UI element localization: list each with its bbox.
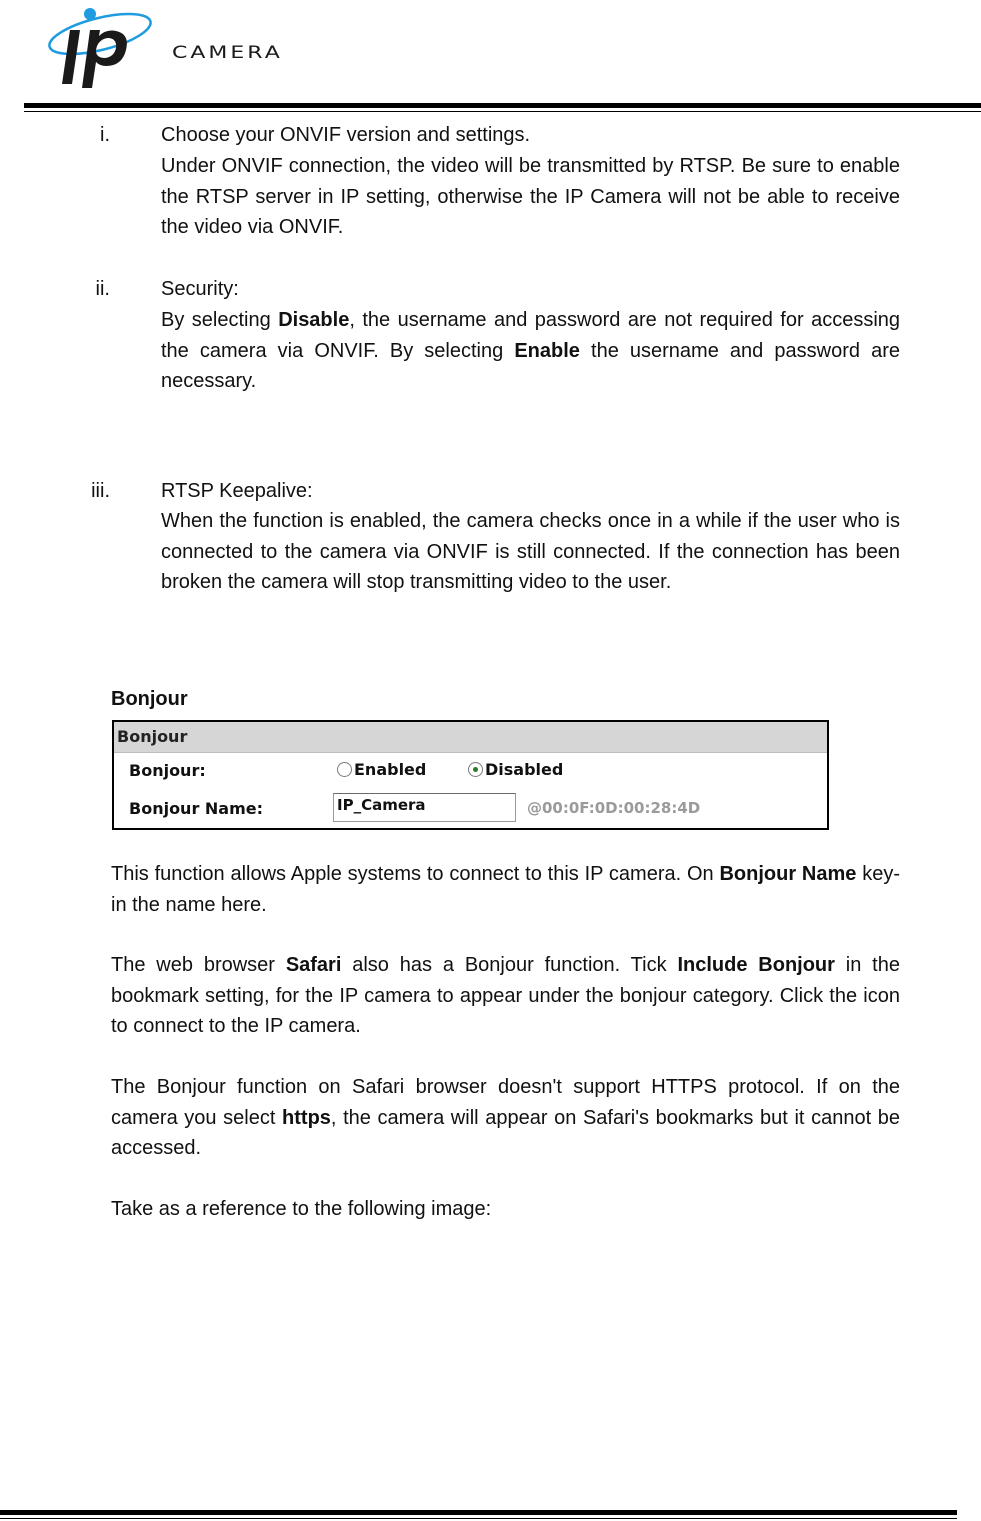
item-numeral-i: i. bbox=[100, 124, 110, 146]
para-safari-bonjour: The web browser Safari also has a Bonjour function. Tick Include Bonjour in the bookmark setting, for the IP camera to appear under the bonjour category. Click the icon to connect to the IP camera. bbox=[111, 954, 900, 1037]
header-rule-thick bbox=[24, 103, 981, 108]
item-body-onvif-version: Under ONVIF connection, the video will be transmitted by RTSP. Be sure to enable the RTSP server in IP setting, otherwise the IP Camera will not be able to receive the video via ONVIF. bbox=[161, 155, 900, 238]
ip-logo-mark bbox=[44, 0, 174, 92]
item-title-rtsp-keepalive: RTSP Keepalive: bbox=[161, 480, 313, 502]
item-body-security: By selecting Disable, the username and password are not required for accessing the camera via ONVIF. By selecting Enable the username and password are necessary. bbox=[161, 309, 901, 392]
radio-disabled-option[interactable] bbox=[468, 760, 563, 779]
section-heading-bonjour: Bonjour bbox=[111, 688, 188, 710]
item-title-security: Security: bbox=[161, 278, 239, 300]
radio-enabled[interactable] bbox=[337, 762, 352, 777]
item-numeral-ii: ii. bbox=[95, 278, 110, 300]
header-rule-thin bbox=[24, 111, 981, 112]
bonjour-name-input[interactable]: IP_Camera bbox=[333, 793, 516, 822]
bonjour-name-label: Bonjour Name: bbox=[129, 799, 264, 818]
radio-disabled[interactable] bbox=[468, 762, 483, 777]
para-https-note: The Bonjour function on Safari browser doesn't support HTTPS protocol. If on the camera you select https, the camera will appear on Safari's bookmarks but it cannot be accessed. bbox=[111, 1076, 900, 1159]
footer-rule-thin bbox=[0, 1518, 957, 1519]
bold-enable: Enable bbox=[514, 339, 580, 362]
item-title-onvif-version: Choose your ONVIF version and settings. bbox=[161, 124, 531, 146]
logo-wordmark: CAMERA bbox=[172, 43, 283, 63]
radio-enabled-option[interactable] bbox=[337, 760, 426, 779]
radio-disabled-label: Disabled bbox=[485, 760, 564, 779]
bonjour-label: Bonjour: bbox=[129, 761, 206, 780]
ip-camera-logo bbox=[44, 0, 314, 92]
bold-https: https bbox=[282, 1106, 331, 1129]
item-numeral-iii: iii. bbox=[91, 480, 110, 502]
para-reference: Take as a reference to the following image: bbox=[111, 1198, 492, 1220]
bold-include-bonjour: Include Bonjour bbox=[677, 954, 835, 976]
para-bonjour-intro: This function allows Apple systems to connect to this IP camera. On Bonjour Name key-in the name here. bbox=[111, 863, 900, 916]
footer-rule-thick bbox=[0, 1510, 957, 1515]
bold-bonjour-name: Bonjour Name bbox=[719, 863, 857, 885]
radio-enabled-label: Enabled bbox=[354, 760, 427, 779]
panel-title: Bonjour bbox=[114, 722, 827, 753]
bold-safari: Safari bbox=[285, 954, 342, 976]
bold-disable: Disable bbox=[278, 309, 350, 331]
bonjour-settings-panel bbox=[112, 720, 829, 830]
mac-address-suffix: @00:0F:0D:00:28:4D bbox=[527, 799, 701, 817]
item-body-rtsp-keepalive: When the function is enabled, the camera checks once in a while if the user who is connected to the camera via ONVIF is still connected. If the connection has been broken the camera will stop transmitting video to the user. bbox=[161, 510, 900, 593]
